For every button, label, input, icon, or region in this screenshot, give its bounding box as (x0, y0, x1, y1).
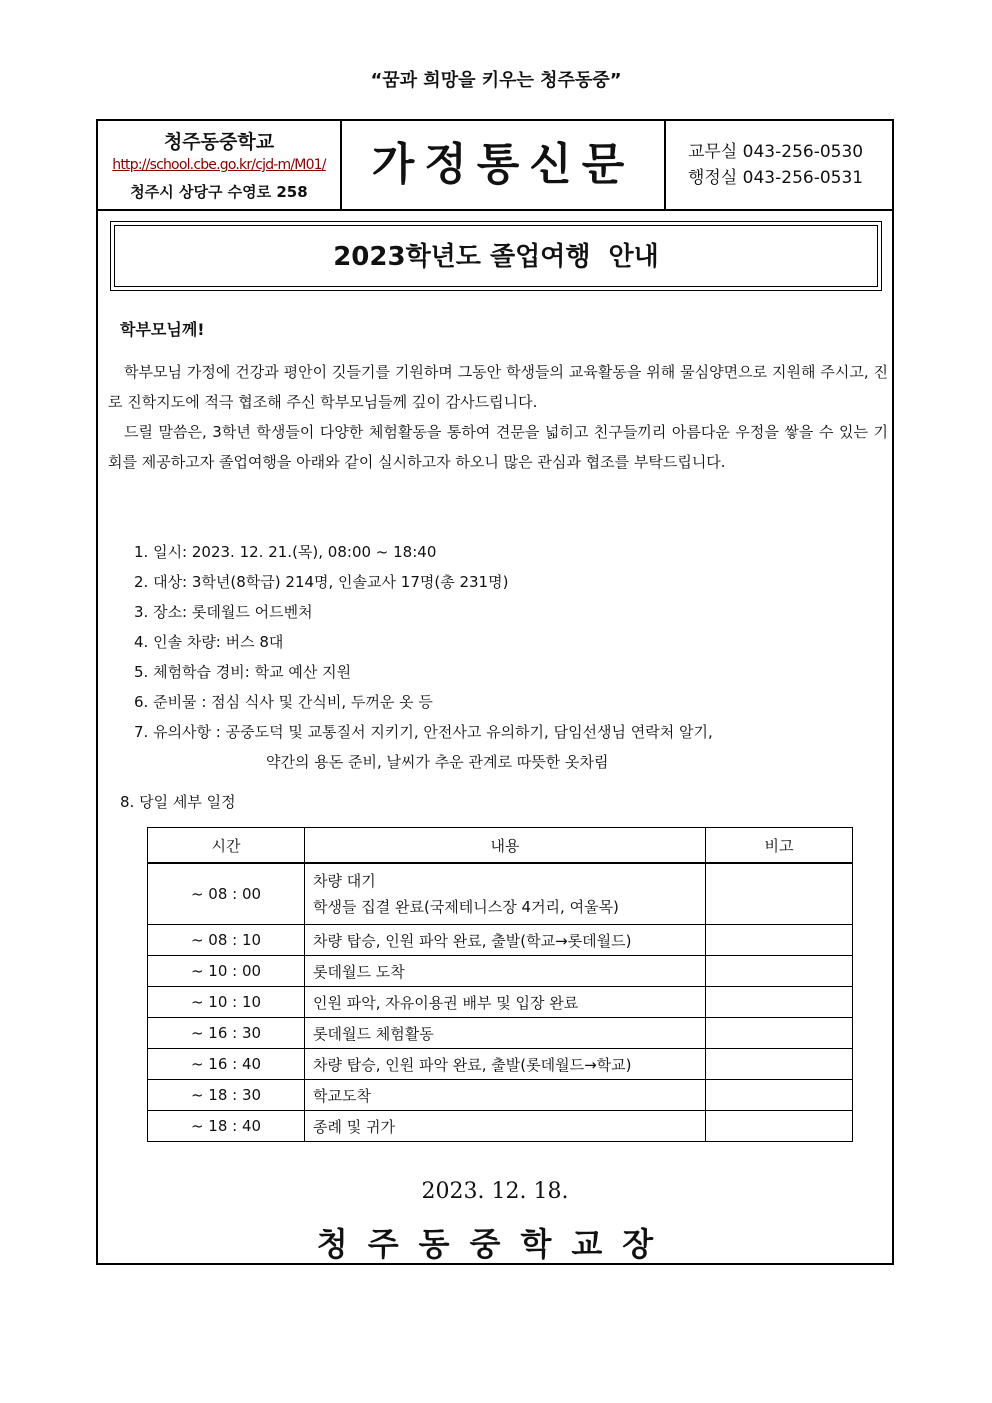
list-item-continuation: 약간의 용돈 준비, 날씨가 추운 관계로 따뜻한 옷차림 (266, 753, 609, 771)
schedule-label: 8. 당일 세부 일정 (120, 793, 236, 811)
cell-content-line: 학생들 집결 완료(국제테니스장 4거리, 여울목) (313, 898, 619, 916)
cell-time: ~ 16 : 40 (148, 1049, 305, 1080)
greeting: 학부모님께! (120, 320, 205, 339)
list-item: 6. 준비물 : 점심 식사 및 간식비, 두꺼운 옷 등 (134, 693, 433, 711)
cell-time: ~ 08 : 00 (148, 863, 305, 925)
cell-note (706, 925, 853, 956)
table-row (148, 1111, 853, 1142)
contact-office2: 행정실 043-256-0531 (688, 168, 864, 188)
table-row (148, 863, 853, 925)
info-list (134, 537, 713, 777)
cell-time: ~ 08 : 10 (148, 925, 305, 956)
cell-content: 인원 파악, 자유이용권 배부 및 입장 완료 (305, 987, 706, 1018)
list-item: 5. 체험학습 경비: 학교 예산 지원 (134, 663, 352, 681)
cell-note (706, 1049, 853, 1080)
cell-time: ~ 18 : 30 (148, 1080, 305, 1111)
school-info (98, 121, 342, 209)
list-item: 3. 장소: 롯데월드 어드벤처 (134, 603, 313, 621)
list-item: 2. 대상: 3학년(8학급) 214명, 인솔교사 17명(총 231명) (134, 573, 509, 591)
cell-content: 롯데월드 도착 (305, 956, 706, 987)
table-row (148, 1080, 853, 1111)
cell-note (706, 956, 853, 987)
table-row (148, 925, 853, 956)
cell-note (706, 1111, 853, 1142)
cell-content (305, 863, 706, 925)
cell-note (706, 863, 853, 925)
header-note: 비고 (706, 828, 853, 864)
table-row (148, 1049, 853, 1080)
table-row (148, 1018, 853, 1049)
newsletter-frame (96, 119, 894, 1265)
school-url-link[interactable]: http://school.cbe.go.kr/cjd-m/M01/ (112, 157, 326, 173)
cell-note (706, 987, 853, 1018)
newsletter-title: 가정통신문 (371, 139, 635, 190)
notice-title-box (110, 221, 882, 291)
cell-content: 차량 탑승, 인원 파악 완료, 출발(학교→롯데월드) (305, 925, 706, 956)
header-time: 시간 (148, 828, 305, 864)
contact-office1: 교무실 043-256-0530 (688, 142, 864, 162)
list-item: 4. 인솔 차량: 버스 8대 (134, 633, 284, 651)
newsletter-title-cell (342, 121, 666, 209)
schedule-table (147, 827, 853, 1142)
list-item: 7. 유의사항 : 공중도덕 및 교통질서 지키기, 안전사고 유의하기, 담임선생님 연락처 알기, (134, 723, 713, 741)
paragraph-2: 드릴 말씀은, 3학년 학생들이 다양한 체험활동을 통하여 견문을 넓히고 친구들끼리 아름다운 우정을 쌓을 수 있는 기회를 제공하고자 졸업여행을 아래와 같이 실시하고자 하오니 많은 관심과 협조를 부탁드립니다. (108, 423, 888, 471)
issue-date: 2023. 12. 18. (421, 1179, 569, 1204)
cell-note (706, 1080, 853, 1111)
cell-note (706, 1018, 853, 1049)
cell-time: ~ 10 : 10 (148, 987, 305, 1018)
notice-title: 2023학년도 졸업여행 안내 (114, 225, 878, 287)
cell-content: 차량 탑승, 인원 파악 완료, 출발(롯데월드→학교) (305, 1049, 706, 1080)
list-item: 1. 일시: 2023. 12. 21.(목), 08:00 ~ 18:40 (134, 543, 437, 561)
cell-content-line: 차량 대기 (313, 872, 376, 890)
cell-content: 종례 및 귀가 (305, 1111, 706, 1142)
cell-time: ~ 18 : 40 (148, 1111, 305, 1142)
cell-time: ~ 10 : 00 (148, 956, 305, 987)
header-content: 내용 (305, 828, 706, 864)
principal-signature: 청주동중학교장 (316, 1225, 674, 1263)
contact-info (688, 139, 863, 191)
table-row (148, 956, 853, 987)
table-header-row (148, 828, 853, 864)
school-name: 청주동중학교 (163, 131, 275, 153)
paragraph-1: 학부모님 가정에 건강과 평안이 깃들기를 기원하며 그동안 학생들의 교육활동을 위해 물심양면으로 지원해 주시고, 진로 진학지도에 적극 협조해 주신 학부모님들께 깊이 감사드립니다. (108, 363, 888, 411)
school-slogan: “꿈과 희망을 키우는 청주동중” (370, 70, 622, 91)
cell-content: 롯데월드 체험활동 (305, 1018, 706, 1049)
cell-content: 학교도착 (305, 1080, 706, 1111)
school-address: 청주시 상당구 수영로 258 (130, 183, 308, 201)
cell-time: ~ 16 : 30 (148, 1018, 305, 1049)
table-row (148, 987, 853, 1018)
newsletter-header (98, 121, 892, 211)
